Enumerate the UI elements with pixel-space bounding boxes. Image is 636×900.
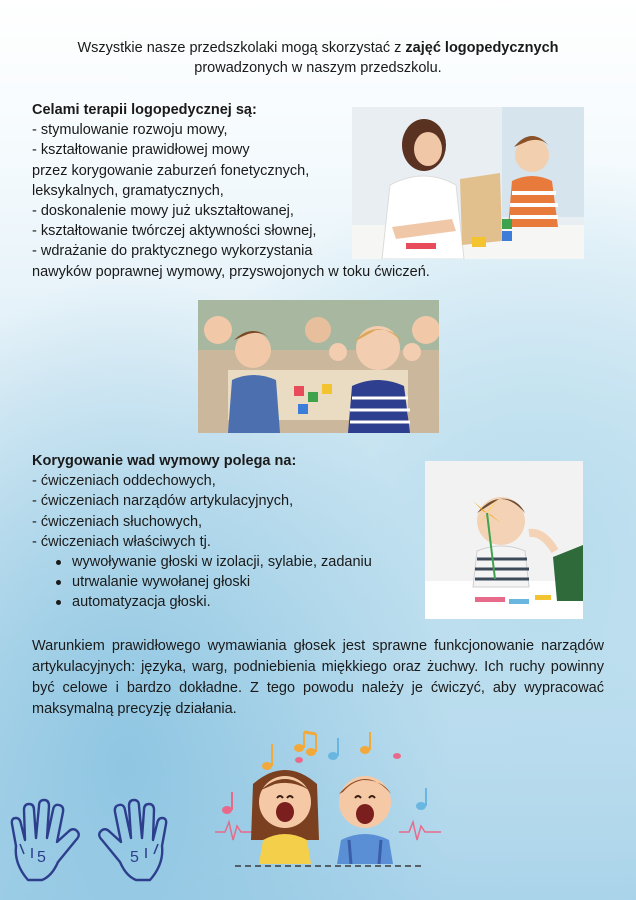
therapy-line: - doskonalenie mowy już ukształtowanej,: [32, 203, 294, 220]
intro-bold: zajęć logopedycznych: [405, 40, 559, 56]
intro-text: [40, 38, 596, 78]
list-item: utrwalanie wywołanej głoski: [56, 572, 432, 592]
therapist-child-photo: [352, 107, 584, 259]
singing-kids-illustration: [215, 728, 445, 868]
list-item: wywoływanie głoski w izolacji, sylabie, zadaniu: [56, 552, 432, 572]
hand-five-icon: [90, 798, 172, 889]
list-item: automatyzacja głoski.: [56, 592, 432, 612]
hand-five-icon: [6, 798, 88, 889]
therapy-line: przez korygowanie zaburzeń fonetycznych,: [32, 162, 310, 179]
paragraph-text: Warunkiem prawidłowego wymawiania głosek jest sprawne funkcjonowanie narządów artykulacyjnych: języka, warg, podniebienia miękkiego oraz żuchwy. Ich ruchy powinny być celowe i bardzo dokładne. Z tego powodu należy je ćwiczyć, aby wypracować maksymalną precyzję działania.: [32, 638, 604, 717]
children-group-photo: [198, 300, 439, 433]
correction-line: - ćwiczeniach oddechowych,: [32, 473, 216, 490]
therapy-line: - kształtowanie twórczej aktywności słownej,: [32, 223, 317, 240]
boy-pinwheel-photo: [425, 461, 583, 619]
therapy-heading: Celami terapii logopedycznej są:: [32, 102, 257, 118]
therapy-line: leksykalnych, gramatycznych,: [32, 182, 224, 199]
therapy-line: nawyków poprawnej wymowy, przyswojonych w toku ćwiczeń.: [32, 263, 430, 280]
correction-bullet-list: [32, 552, 432, 613]
therapy-line: - wdrażanie do praktycznego wykorzystania: [32, 243, 313, 260]
correction-line: - ćwiczeniach narządów artykulacyjnych,: [32, 493, 294, 510]
therapy-line: - stymulowanie rozwoju mowy,: [32, 122, 228, 139]
correction-line: - ćwiczeniach słuchowych,: [32, 513, 203, 530]
therapy-line: - kształtowanie prawidłowej mowy: [32, 142, 250, 159]
hand-left-number: 5: [37, 849, 46, 866]
intro-prefix: Wszystkie nasze przedszkolaki mogą skorzystać z: [77, 40, 406, 56]
intro-line2: prowadzonych w naszym przedszkolu.: [194, 60, 442, 76]
correction-line: - ćwiczeniach właściwych tj.: [32, 533, 211, 550]
correction-section: [32, 451, 432, 613]
hand-right-number: 5: [130, 849, 139, 866]
correction-heading: Korygowanie wad wymowy polega na:: [32, 453, 297, 469]
